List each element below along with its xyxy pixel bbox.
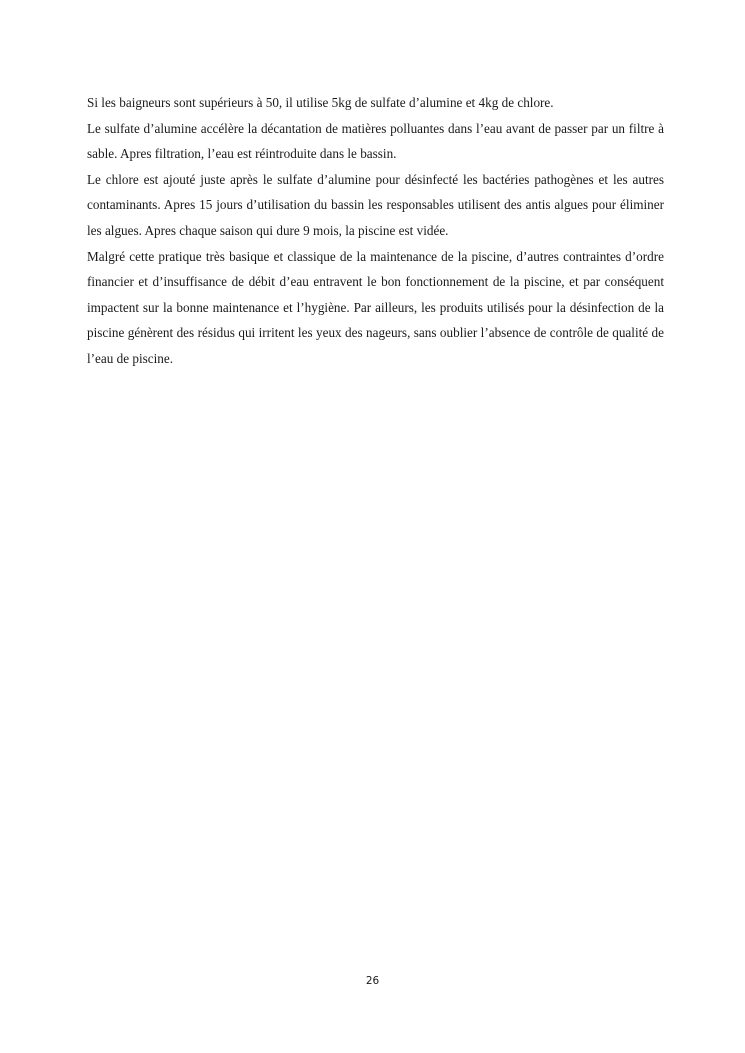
body-text — [87, 90, 664, 372]
page-number: 26 — [365, 975, 380, 987]
paragraph-baigneurs: Si les baigneurs sont supérieurs à 50, il utilise 5kg de sulfate d’alumine et 4kg de chlore. — [87, 95, 554, 110]
paragraph-chlore: Le chlore est ajouté juste après le sulfate d’alumine pour désinfecté les bactéries pathogènes et les autres contaminants. Apres 15 jours d’utilisation du bassin les responsables utilisent des antis algues pour éliminer les algues. Apres chaque saison qui dure 9 mois, la piscine est vidée. — [87, 171, 664, 238]
paragraph-contraintes: Malgré cette pratique très basique et classique de la maintenance de la piscine, d’autres contraintes d’ordre financier et d’insuffisance de débit d’eau entravent le bon fonctionnement de la piscine, et par conséquent impactent sur la bonne maintenance et l’hygiène. Par ailleurs, les produits utilisés pour la désinfection de la piscine génèrent des résidus qui irritent les yeux des nageurs, sans oublier l’absence de contrôle de qualité de l’eau de piscine. — [87, 248, 664, 366]
paragraph-sulfate-alumine: Le sulfate d’alumine accélère la décantation de matières polluantes dans l’eau avant de passer par un filtre à sable. Apres filtration, l’eau est réintroduite dans le bassin. — [87, 120, 664, 162]
